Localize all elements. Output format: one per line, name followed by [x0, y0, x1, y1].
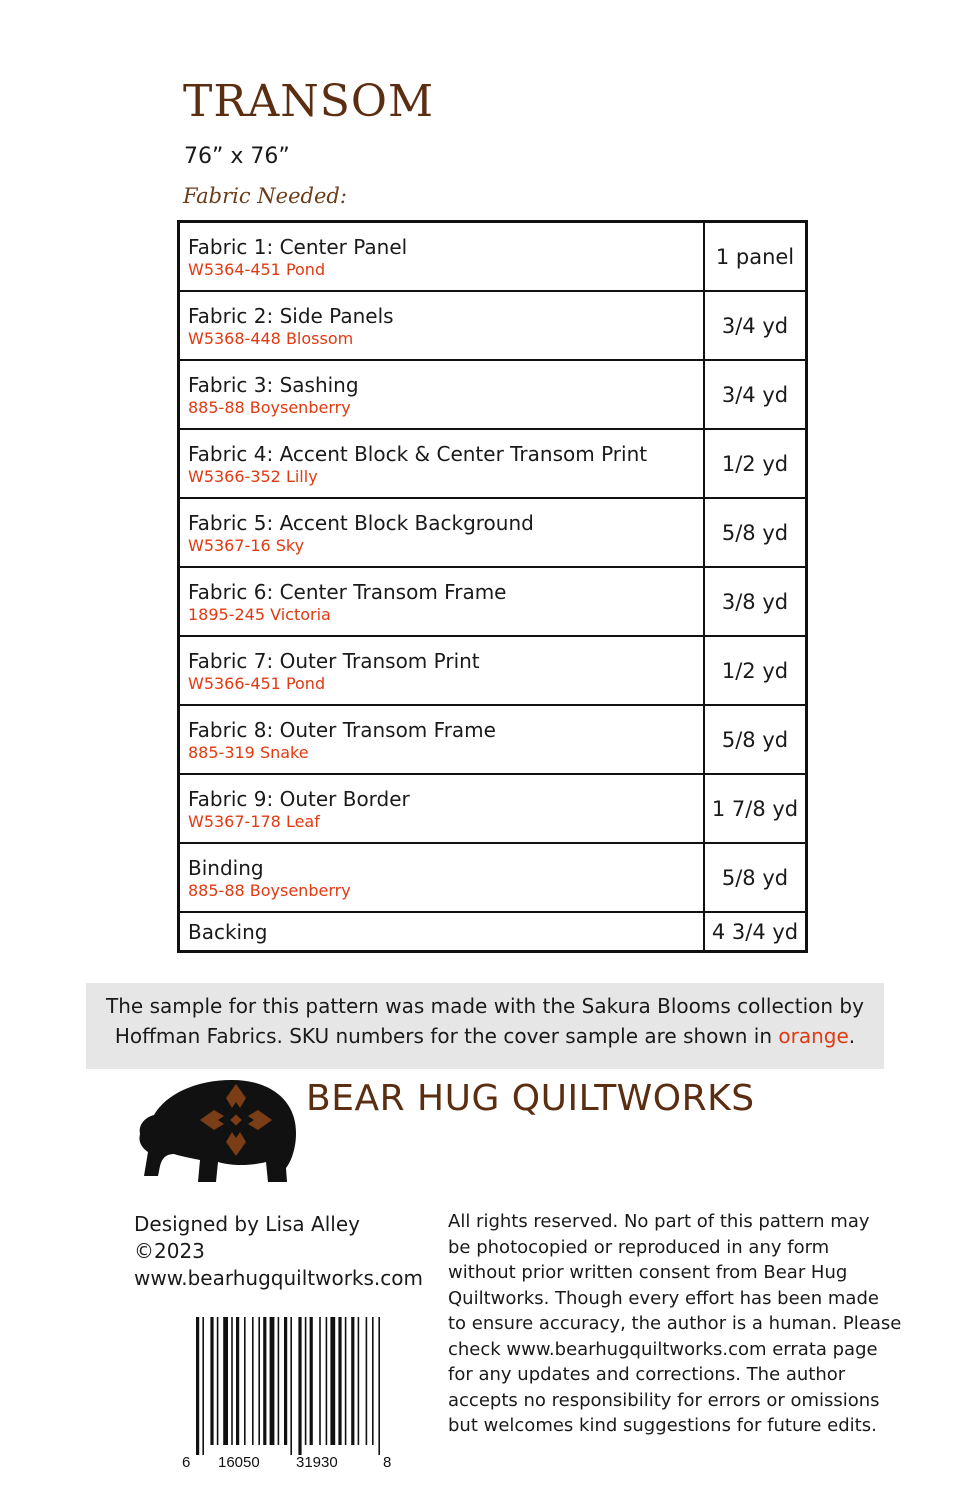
legal-line: but welcomes kind suggestions for future edits. [448, 1415, 877, 1436]
note-orange-word: orange [778, 1024, 849, 1048]
backing-amount: 4 3/4 yd [704, 912, 807, 952]
fabric-cell [179, 291, 705, 360]
barcode-bar [202, 1317, 204, 1455]
barcode-bar [252, 1317, 254, 1445]
barcode-bar [338, 1317, 341, 1445]
note-period: . [848, 1024, 856, 1048]
legal-line: without prior written consent from Bear Hug [448, 1262, 848, 1283]
barcode-group-2: 31930 [296, 1454, 338, 1471]
fabric-cell [179, 567, 705, 636]
fabric-amount: 3/8 yd [704, 567, 807, 636]
barcode-bar [236, 1317, 239, 1445]
barcode-bar [378, 1317, 380, 1455]
fabric-cell [179, 498, 705, 567]
barcode-bar [278, 1317, 280, 1445]
fabric-name: Fabric 1: Center Panel [188, 234, 408, 259]
legal-line: be photocopied or reproduced in any form [448, 1236, 830, 1258]
legal-line: Quiltworks. Though every effort has been made [448, 1287, 879, 1309]
fabric-row [179, 636, 807, 705]
barcode-bar [319, 1317, 321, 1445]
fabric-cell [179, 222, 705, 292]
fabric-name: Fabric 9: Outer Border [188, 786, 410, 811]
fabric-amount: 3/4 yd [704, 360, 807, 429]
fabric-name: Fabric 2: Side Panels [188, 303, 394, 328]
fabric-cell [179, 705, 705, 774]
barcode-bar [258, 1317, 260, 1445]
barcode-bar [244, 1317, 246, 1445]
fabric-sku: 1895-245 Victoria [188, 604, 331, 624]
fabric-row [179, 705, 807, 774]
fabric-name: Fabric 7: Outer Transom Print [188, 648, 480, 673]
backing-name: Backing [188, 919, 268, 944]
fabric-cell [179, 360, 705, 429]
fabric-row [179, 498, 807, 567]
fabric-amount: 5/8 yd [704, 705, 807, 774]
quilt-size: 76” x 76” [184, 144, 290, 169]
pattern-title: TRANSOM [183, 76, 435, 127]
fabric-sku: W5367-16 Sky [188, 535, 305, 555]
fabric-name: Fabric 4: Accent Block & Center Transom Print [188, 441, 648, 466]
fabric-needed-heading: Fabric Needed: [183, 184, 347, 208]
fabric-row [179, 567, 807, 636]
barcode-bar [345, 1317, 347, 1445]
fabric-row [179, 429, 807, 498]
fabric-sku: W5366-352 Lilly [188, 466, 318, 486]
legal-notice [448, 1209, 918, 1439]
legal-line: accepts no responsibility for errors or omissions [448, 1389, 880, 1411]
fabric-amount: 3/4 yd [704, 291, 807, 360]
fabric-sku: 885-88 Boysenberry [188, 880, 351, 900]
barcode-bar [270, 1317, 275, 1445]
fabric-name: Fabric 8: Outer Transom Frame [188, 717, 496, 742]
fabric-amount: 5/8 yd [704, 498, 807, 567]
fabric-sku: W5366-451 Pond [188, 673, 326, 693]
fabric-amount: 1 7/8 yd [704, 774, 807, 843]
fabric-row [179, 843, 807, 912]
fabric-name: Fabric 5: Accent Block Background [188, 510, 534, 535]
fabric-cell [179, 429, 705, 498]
fabric-name: Binding [188, 855, 264, 880]
barcode-bar [326, 1317, 328, 1445]
barcode-bar [310, 1317, 313, 1445]
barcode-group-1: 16050 [218, 1454, 260, 1471]
fabric-amount: 1/2 yd [704, 429, 807, 498]
barcode-bar [305, 1317, 307, 1445]
barcode-bar [358, 1317, 360, 1445]
barcode-bars [196, 1317, 380, 1455]
barcode-bar [231, 1317, 233, 1445]
legal-line: to ensure accuracy, the author is a human. Please [448, 1313, 902, 1334]
barcode-bar [210, 1317, 213, 1445]
fabric-cell [179, 774, 705, 843]
barcode-bar [196, 1317, 199, 1455]
sample-note [86, 983, 884, 1069]
fabric-requirements-table [177, 220, 808, 953]
barcode-bar [263, 1317, 266, 1445]
copyright: ©2023 [134, 1239, 205, 1263]
barcode-bar [298, 1317, 301, 1455]
barcode-bar [366, 1317, 368, 1445]
fabric-row [179, 360, 807, 429]
fabric-rows [179, 222, 807, 952]
fabric-amount: 1/2 yd [704, 636, 807, 705]
fabric-sku: W5368-448 Blossom [188, 328, 354, 348]
barcode-bar [217, 1317, 219, 1445]
fabric-cell [179, 636, 705, 705]
fabric-name: Fabric 3: Sashing [188, 372, 359, 397]
fabric-row [179, 774, 807, 843]
legal-line: All rights reserved. No part of this pattern may [448, 1211, 870, 1232]
legal-line: check www.bearhugquiltworks.com errata page [448, 1338, 878, 1360]
designer: Designed by Lisa Alley [134, 1212, 360, 1236]
bear-logo-icon [134, 1062, 304, 1184]
fabric-name: Fabric 6: Center Transom Frame [188, 579, 507, 604]
barcode-bar [330, 1317, 335, 1445]
fabric-sku: 885-88 Boysenberry [188, 397, 351, 417]
note-line-1: The sample for this pattern was made with the Sakura Blooms collection by [106, 994, 864, 1018]
fabric-cell [179, 843, 705, 912]
barcode-bar [351, 1317, 354, 1445]
barcode-bar [372, 1317, 374, 1445]
fabric-amount: 1 panel [704, 222, 807, 292]
fabric-sku: W5364-451 Pond [188, 259, 326, 279]
fabric-row [179, 291, 807, 360]
website: www.bearhugquiltworks.com [134, 1266, 423, 1290]
barcode-bar [223, 1317, 228, 1445]
fabric-sku: W5367-178 Leaf [188, 811, 320, 831]
barcode-bar [290, 1317, 292, 1455]
fabric-sku: 885-319 Snake [188, 742, 309, 762]
barcode-bar [284, 1317, 287, 1445]
barcode [180, 1317, 395, 1472]
credits [134, 1211, 423, 1292]
fabric-amount: 5/8 yd [704, 843, 807, 912]
barcode-check-digit: 8 [383, 1454, 392, 1471]
fabric-row [179, 222, 807, 292]
barcode-lead-digit: 6 [182, 1454, 191, 1471]
backing-row [179, 912, 807, 952]
fabric-cell [179, 912, 705, 952]
brand-name: BEAR HUG QUILTWORKS [306, 1078, 755, 1119]
note-line-2: Hoffman Fabrics. SKU numbers for the cover sample are shown in [114, 1024, 779, 1048]
legal-line: for any updates and corrections. The author [448, 1364, 846, 1385]
